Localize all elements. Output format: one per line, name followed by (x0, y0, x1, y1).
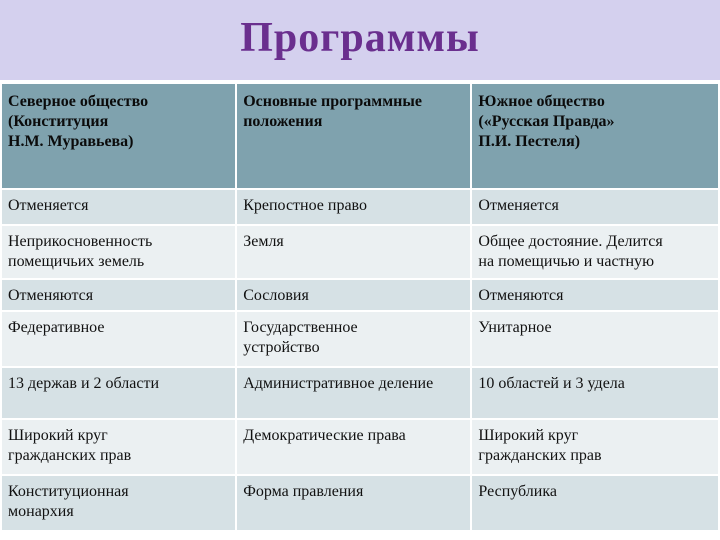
table-cell (471, 367, 719, 419)
table-cell (471, 419, 719, 475)
cell-text: Неприкосновенность помещичьих земель (8, 233, 153, 270)
table-cell (1, 367, 236, 419)
table-row (1, 367, 719, 419)
table-cell (471, 279, 719, 311)
cell-text: Сословия (243, 287, 309, 304)
cell-text: Широкий круг гражданских прав (478, 427, 602, 464)
table-cell (236, 279, 471, 311)
header-text: Южное общество («Русская Правда» П.И. Пестеля) (478, 93, 615, 150)
cell-text: Отменяется (478, 197, 559, 214)
cell-text: Унитарное (478, 319, 552, 336)
header-text: Основные программные положения (243, 93, 422, 130)
table-cell (1, 311, 236, 367)
cell-text: Отменяются (8, 287, 94, 304)
table-cell (471, 311, 719, 367)
cell-text: Административное деление (243, 375, 434, 392)
header-cell-south (471, 83, 719, 189)
table-cell (236, 189, 471, 225)
table-cell (236, 225, 471, 279)
table-cell (471, 189, 719, 225)
cell-text: 10 областей и 3 удела (478, 375, 625, 392)
table-row (1, 419, 719, 475)
cell-text: Отменяется (8, 197, 89, 214)
table-cell (1, 419, 236, 475)
table-cell (236, 475, 471, 531)
cell-text: Государственное устройство (243, 319, 358, 356)
cell-text: Демократические права (243, 427, 406, 444)
table-cell (236, 311, 471, 367)
table-header-row (1, 83, 719, 189)
cell-text: Широкий круг гражданских прав (8, 427, 132, 464)
table-row (1, 475, 719, 531)
table-cell (236, 367, 471, 419)
table-row (1, 279, 719, 311)
header-cell-provisions (236, 83, 471, 189)
header-text: Северное общество (Конституция Н.М. Муравьева) (8, 93, 149, 150)
table-cell (471, 475, 719, 531)
cell-text: Республика (478, 483, 557, 500)
cell-text: 13 держав и 2 области (8, 375, 159, 392)
table-cell (1, 189, 236, 225)
cell-text: Форма правления (243, 483, 364, 500)
table-cell (1, 475, 236, 531)
table-row (1, 189, 719, 225)
cell-text: Отменяются (478, 287, 564, 304)
table-cell (471, 225, 719, 279)
cell-text: Федеративное (8, 319, 105, 336)
cell-text: Общее достояние. Делится на помещичью и частную (478, 233, 663, 270)
table-cell (1, 225, 236, 279)
table-row (1, 225, 719, 279)
table-row (1, 311, 719, 367)
title-band (0, 0, 720, 80)
cell-text: Конституционная монархия (8, 483, 129, 520)
slide-title: Программы (240, 15, 480, 61)
cell-text: Крепостное право (243, 197, 367, 214)
header-cell-north (1, 83, 236, 189)
cell-text: Земля (243, 233, 284, 250)
programs-table (0, 82, 720, 532)
table-cell (1, 279, 236, 311)
table-cell (236, 419, 471, 475)
